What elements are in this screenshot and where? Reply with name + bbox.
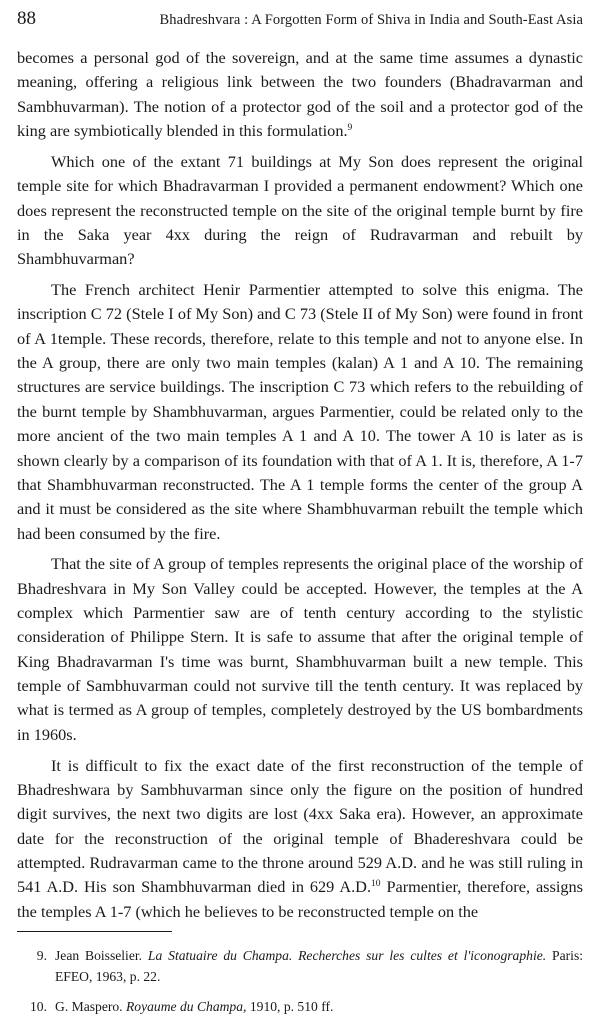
paragraph-1: [17, 46, 583, 143]
footnote-text: [55, 945, 583, 987]
footnote-10: [17, 996, 583, 1017]
footnote-ref-9: 9: [347, 123, 353, 134]
paragraph-4: That the site of A group of temples represents the original place of the worship of Bhadreshvara in My Son Valley could be accepted. However, the temples at the A complex which Parmentier saw are of tenth century according to the stylistic consideration of Philippe Stern. It is safe to assume that after the original temple of King Bhadravarman I's time was burnt, Shambhuvarman built a new temple. This temple of Sambhuvarman could not survive till the tenth century. It was replaced by what is termed as A group of temples, completely destroyed by the US bombardments in 1960s.: [17, 554, 583, 744]
running-title: Bhadreshvara : A Forgotten Form of Shiva in India and South-East Asia: [159, 12, 583, 28]
paragraph-3: The French architect Henir Parmentier attempted to solve this enigma. The inscription C 72 (Stele I of My Son) and C 73 (Stele II of My Son) were found in front of A 1temple. These records, therefore, relate to this temple and not to anyone else. In the A group, there are only two main temples (kalan) A 1 and A 10. The remaining structures are service buildings. The inscription C 73 which refers to the rebuilding of the burnt temple by Shambhuvarman, argues Parmentier, could be related only to the more ancient of the two main temples A 1 and A 10. The tower A 10 is later as is shown clearly by a comparison of its foundation with that of A 1. It is, therefore, A 1-7 that Shambhuvarman reconstructed. The A 1 temple forms the center of the group A and it must be considered as the site where Shambhuvarman rebuilt the temple which had been consumed by the fire.: [17, 280, 583, 543]
footnote-separator: [17, 931, 172, 932]
footnote-title: Royaume du Champa,: [125, 998, 247, 1014]
paragraph-5: [17, 754, 583, 924]
footnotes: [17, 945, 583, 1017]
paragraph-1-text: becomes a personal god of the sovereign, and at the same time assumes a dynastic meaning, offering a religious link between the two founders (Bhadravarman and Sambhuvarman). The notion of a protector god of the soil and a protector god of the king are symbiotically blended in this formulation.: [17, 48, 583, 141]
footnote-9: [17, 945, 583, 987]
body-text: [17, 46, 583, 924]
footnote-title: La Statuaire du Champa. Recherches sur les cultes et l'iconographie.: [147, 947, 547, 963]
page-header: [17, 8, 583, 40]
footnote-ref-10: 10: [371, 879, 381, 890]
footnote-publication: Paris: EFEO, 1963, p. 22.: [55, 947, 584, 984]
page-number: 88: [17, 8, 36, 29]
paragraph-5-text: It is difficult to fix the exact date of the first reconstruction of the temple of Bhadreshwara by Sambhuvarman since only the figure on the position of hundred digit survives, the next two digits are lost (4xx Saka era). However, an approximate date for the reconstruction of the original temple of Bhadereshvara could be attempted. Rudravarman came to the throne around 529 A.D. and he was still ruling in 541 A.D. His son Shambhuvarman died in 629 A.D.: [17, 755, 583, 897]
paragraph-2: Which one of the extant 71 buildings at My Son does represent the original temple site for which Bhadravarman I provided a permanent endowment? Which one does represent the reconstructed temple on the site of the original temple burnt by fire in the Saka year 4xx during the reign of Rudravarman and rebuilt by Shambhuvarman?: [17, 151, 583, 269]
footnote-publication: 1910, p. 510 ff.: [249, 998, 334, 1014]
footnote-number: 9.: [36, 947, 47, 963]
footnote-author: G. Maspero.: [55, 998, 123, 1014]
footnote-text: [55, 996, 583, 1017]
paragraph-5-text-cont: Parmentier, therefore, assigns the temples A 1-7 (which he believes to be reconstructed temple on the: [17, 877, 583, 921]
footnote-number: 10.: [30, 998, 47, 1014]
footnote-author: Jean Boisselier.: [55, 947, 143, 963]
